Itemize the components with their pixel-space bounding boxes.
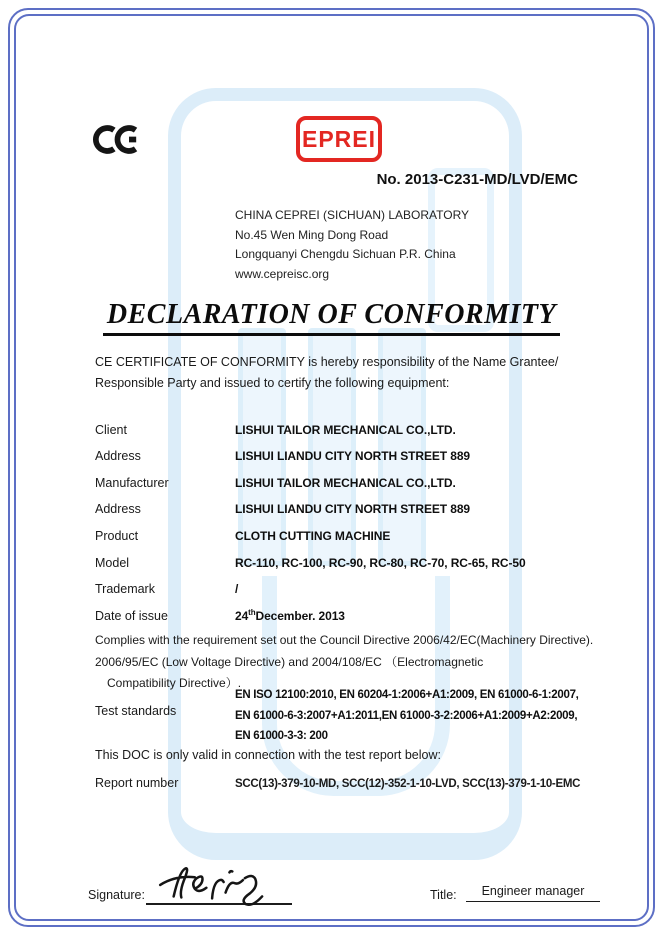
issuer-address-line2: Longquanyi Chengdu Sichuan P.R. China [235,247,456,261]
field-label: Client [95,423,127,437]
field-value: LISHUI TAILOR MECHANICAL CO.,LTD. [235,423,456,437]
document-title-wrap [0,299,663,336]
field-value: LISHUI LIANDU CITY NORTH STREET 889 [235,502,470,516]
test-standards-line-1: EN ISO 12100:2010, EN 60204-1:2006+A1:2009, EN 61000-6-1:2007, [235,689,579,701]
issuer-name: CHINA CEPREI (SICHUAN) LABORATORY [235,208,470,222]
field-label: Address [95,449,141,463]
field-label: Address [95,502,141,516]
ce-mark-icon [84,116,140,168]
field-row-trademark [95,580,238,598]
test-standards-values [235,685,579,747]
field-label: Trademark [95,582,155,596]
field-value: CLOTH CUTTING MACHINE [235,529,391,543]
test-standards-label: Test standards [95,704,177,718]
field-row-manufacturer [95,474,456,492]
report-number-value: SCC(13)-379-10-MD, SCC(12)-352-1-10-LVD, SCC(13)-379-1-10-EMC [235,778,581,790]
issuer-block [235,206,469,284]
title-label: Title: [430,888,457,902]
compliance-line-1: Complies with the requirement set out the Council Directive 2006/42/EC(Machinery Directive). [95,633,594,647]
report-number-label: Report number [95,776,179,790]
field-row-address [95,447,470,465]
field-value: 24thDecember. 2013 [235,608,345,623]
test-standards-line-2: EN 61000-6-3:2007+A1:2011,EN 61000-3-2:2006+A1:2009+A2:2009, [235,709,578,722]
report-number-row [95,774,580,792]
eprei-logo-text: EPREI [301,125,377,152]
test-standards-line-3: EN 61000-3-3: 200 [235,730,328,742]
field-label: Date of issue [95,609,168,623]
validity-note: This DOC is only valid in connection with the test report below: [95,748,441,762]
document-title: DECLARATION OF CONFORMITY [103,299,560,336]
eprei-logo [296,116,382,162]
title-value: Engineer manager [466,884,600,902]
field-row-address-2 [95,500,470,518]
field-label: Manufacturer [95,476,169,490]
intro-paragraph [95,352,558,394]
intro-line-2: Responsible Party and issued to certify the following equipment: [95,376,450,390]
field-label: Product [95,529,139,543]
field-row-model [95,554,526,572]
compliance-line-3: Compatibility Directive）. [107,676,242,690]
field-value: LISHUI TAILOR MECHANICAL CO.,LTD. [235,476,456,490]
field-row-product [95,527,390,545]
compliance-line-2: 2006/95/EC (Low Voltage Directive) and 2004/108/EC （Electromagnetic [95,654,484,669]
field-value: / [235,582,239,596]
field-label: Model [95,556,130,570]
signature-handwriting [152,858,278,913]
issuer-address-line1: No.45 Wen Ming Dong Road [235,227,389,242]
field-row-client [95,421,456,439]
intro-line-1: CE CERTIFICATE OF CONFORMITY is hereby responsibility of the Name Grantee/ [95,355,559,369]
signature-label: Signature: [88,888,145,902]
field-value: RC-110, RC-100, RC-90, RC-80, RC-70, RC-65, RC-50 [235,556,526,570]
field-row-date-of-issue [95,607,345,625]
field-value: LISHUI LIANDU CITY NORTH STREET 889 [235,449,470,463]
issuer-website: www.cepreisc.org [235,266,330,281]
certificate-number: No. 2013-C231-MD/LVD/EMC [376,171,578,188]
